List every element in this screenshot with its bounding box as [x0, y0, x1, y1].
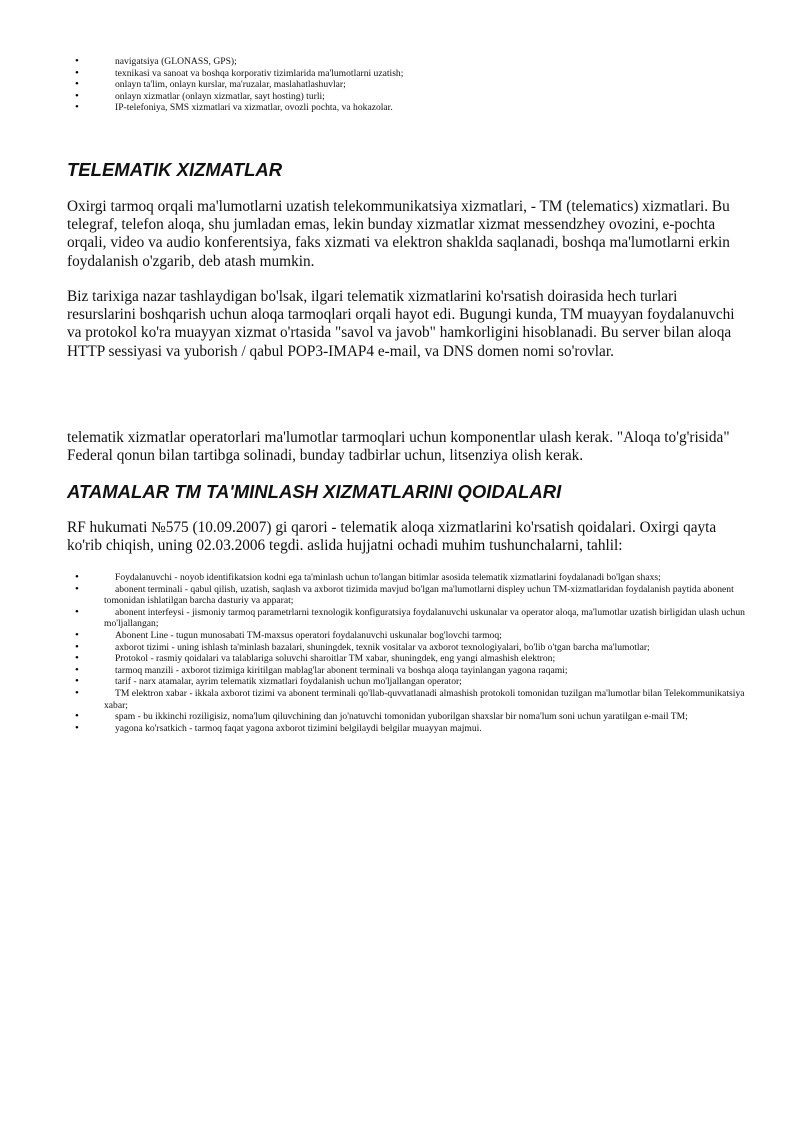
paragraph-rules-intro: RF hukumati №575 (10.09.2007) gi qarori - telematik aloqa xizmatlarini ko'rsatish qoidalari. Oxirgi qayta ko'rib chiqish, uning 02.03.2006 tegdi. aslida hujjatni ochadi muhim tushunchalarni, tahlil:	[67, 519, 717, 555]
paragraph-definition: Oxirgi tarmoq orqali ma'lumotlarni uzatish telekommunikatsiya xizmatlari, - TM (telematics) xizmatlari. Bu telegraf, telefon aloqa, shu jumladan emas, lekin bunday xizmatlar xizmat messendzhey ovozini, e-pochta orqali, video va audio konferentsiya, faks xizmati va elektron shaklda saqlanadi, boshqa ma'lumotlarni erkin foydalanish o'zgarib, deb atash mumkin.	[67, 198, 730, 270]
list-item: • yagona ko'rsatkich - tarmoq faqat yagona axborot tizimini belgilaydi belgilar muayyan majmui.	[0, 723, 800, 735]
list-item: • onlayn ta'lim, onlayn kurslar, ma'ruzalar, maslahatlashuvlar;	[0, 79, 800, 91]
list-item: • tarmoq manzili - axborot tizimiga kiritilgan mablag'lar abonent terminali va boshqa aloqa tayinlangan yagona raqami;	[0, 665, 800, 677]
terms-list	[0, 572, 800, 734]
list-item: • navigatsiya (GLONASS, GPS);	[0, 56, 800, 68]
paragraph-operators: telematik xizmatlar operatorlari ma'lumotlar tarmoqlari uchun komponentlar ulash kerak. "Aloqa to'g'risida" Federal qonun bilan tartibga solinadi, bunday tadbirlar uchun, litsenziya olish kerak.	[67, 429, 730, 465]
list-item: • axborot tizimi - uning ishlash ta'minlash bazalari, shuningdek, texnik vositalar va axborot texnologiyalari, bo'lib o'tgan barcha ma'lumotlar;	[0, 642, 800, 654]
list-item: • texnikasi va sanoat va boshqa korporativ tizimlarida ma'lumotlarni uzatish;	[0, 68, 800, 80]
list-item: • Abonent Line - tugun munosabati TM-maxsus operatori foydalanuvchi uskunalar bog'lovchi tarmoq;	[0, 630, 800, 642]
services-list	[0, 56, 800, 114]
paragraph-history: Biz tarixiga nazar tashlaydigan bo'lsak, ilgari telematik xizmatlarini ko'rsatish doirasida hech turlari resurslarini boshqarish uchun aloqa tarmoqlari orqali hayot edi. Bugungi kunda, TM muayyan foydalanuvchi va protokol ko'ra muayyan xizmat o'rtasida "savol va javob" hamkorligini hisoblanadi. Bu server bilan aloqa HTTP sessiyasi va yuborish / qabul POP3-IMAP4 e-mail, va DNS domen nomi so'rovlar.	[67, 288, 735, 360]
list-item: • abonent terminali - qabul qilish, uzatish, saqlash va axborot tizimida mavjud bo'lgan ma'lumotlarni displey uchun TM-xizmatlaridan foydalanish paytida abonent tomonidan ishlatilgan barcha dasturiy va apparat;	[0, 584, 800, 607]
list-item: • Foydalanuvchi - noyob identifikatsion kodni ega ta'minlash uchun to'langan bitimlar asosida telematik xizmatlarini foydalanadi bo'lgan shaxs;	[0, 572, 800, 584]
list-item: • IP-telefoniya, SMS xizmatlari va xizmatlar, ovozli pochta, va hokazolar.	[0, 102, 800, 114]
section-heading-atamalar: ATAMALAR TM TA'MINLASH XIZMATLARINI QOIDALARI	[67, 481, 562, 502]
list-item: • tarif - narx atamalar, ayrim telematik xizmatlari foydalanish uchun mo'ljallangan operator;	[0, 676, 800, 688]
list-item: • spam - bu ikkinchi roziligisiz, noma'lum qiluvchining dan jo'natuvchi tomonidan yuborilgan shaxslar bir noma'lum soni uchun yaratilgan e-mail TM;	[0, 711, 800, 723]
list-item: • Protokol - rasmiy qoidalari va talablariga soluvchi sharoitlar TM xabar, shuningdek, eng yangi almashish elektron;	[0, 653, 800, 665]
list-item: • abonent interfeysi - jismoniy tarmoq parametrlarni texnologik konfiguratsiya foydalanuvchi uskunalar va operator aloqa, ma'lumotlar uzatish birligidan ulash uchun mo'ljallangan;	[0, 607, 800, 630]
list-item: • onlayn xizmatlar (onlayn xizmatlar, sayt hosting) turli;	[0, 91, 800, 103]
list-item: • TM elektron xabar - ikkala axborot tizimi va abonent terminali qo'llab-quvvatlanadi almashish protokoli tomonidan tuzilgan ma'lumotlar bilan Telekommunikatsiya xabar;	[0, 688, 800, 711]
section-heading-telematik: TELEMATIK XIZMATLAR	[67, 159, 283, 180]
